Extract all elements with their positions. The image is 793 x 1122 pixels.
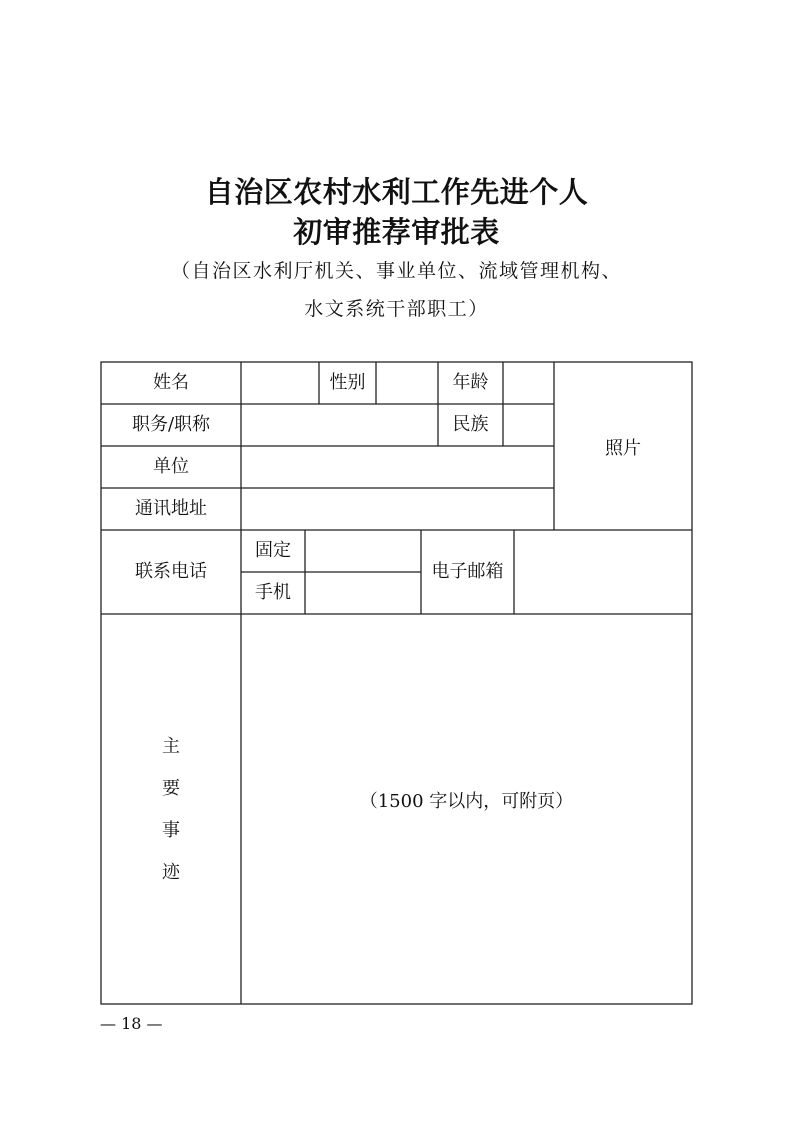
deeds-label-char: 迹 (162, 862, 180, 883)
position-label: 职务/职称 (131, 414, 211, 435)
landline-label: 固定 (255, 540, 291, 561)
unit-label: 单位 (153, 456, 189, 477)
form-title-line-2: 初审推荐审批表 (293, 215, 500, 249)
phone-label: 联系电话 (135, 561, 207, 582)
gender-label: 性别 (329, 372, 366, 393)
age-field[interactable] (504, 363, 553, 403)
mobile-field[interactable] (306, 573, 420, 613)
photo-label: 照片 (605, 438, 641, 459)
page-number: — 18 — (100, 1014, 163, 1033)
form-title-line-1: 自治区农村水利工作先进个人 (204, 175, 589, 209)
email-label: 电子邮箱 (431, 561, 504, 582)
name-label: 姓名 (153, 372, 189, 393)
mobile-label: 手机 (255, 582, 291, 603)
form-subtitle-line-1: （自治区水利厅机关、事业单位、流域管理机构、 (170, 260, 622, 282)
photo-box[interactable] (555, 363, 691, 529)
deeds-label-char: 主 (162, 736, 180, 757)
form-subtitle-line-2: 水文系统干部职工） (304, 298, 489, 320)
gender-field[interactable] (377, 363, 437, 403)
deeds-note: （1500 字以内，可附页） (359, 791, 574, 812)
landline-field[interactable] (306, 531, 420, 571)
name-field[interactable] (242, 363, 318, 403)
ethnicity-field[interactable] (504, 405, 553, 445)
ethnicity-label: 民族 (452, 414, 489, 435)
address-field[interactable] (242, 489, 553, 529)
position-field[interactable] (242, 405, 437, 445)
deeds-label-char: 要 (162, 778, 180, 799)
age-label: 年龄 (452, 372, 489, 393)
email-field[interactable] (515, 531, 691, 613)
deeds-label-char: 事 (162, 820, 180, 841)
address-label: 通讯地址 (135, 498, 207, 519)
unit-field[interactable] (242, 447, 553, 487)
